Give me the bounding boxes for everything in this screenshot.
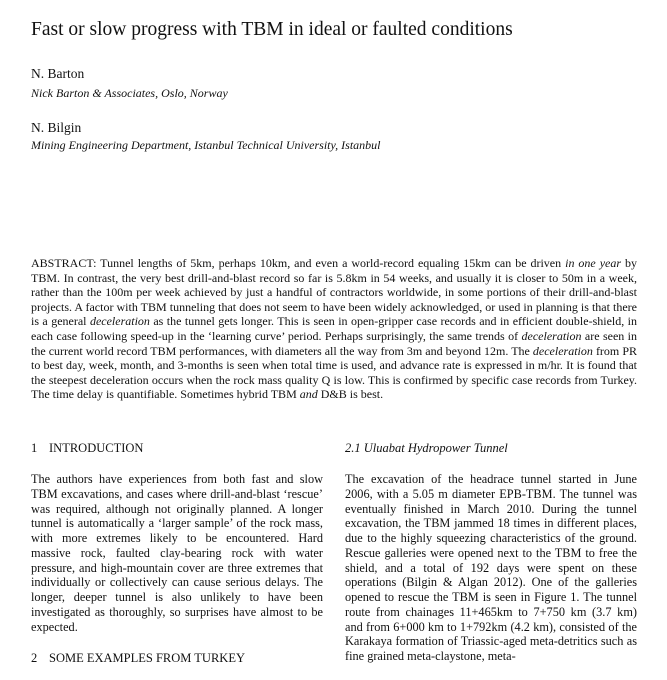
section-heading-introduction xyxy=(31,440,323,456)
author-affiliation: Nick Barton & Associates, Oslo, Norway xyxy=(31,86,228,100)
section-number: 2 xyxy=(31,651,38,666)
author-name: N. Barton xyxy=(31,66,85,81)
paper-title: Fast or slow progress with TBM in ideal or faulted conditions xyxy=(31,19,513,40)
abstract xyxy=(31,256,637,402)
abstract-text: by TBM. In contrast, the very best drill-and-blast record so far is 5.8km in 54 weeks, and usually it is closer to 50m in a week, rather than the 100m per week achieved by just a handful of contractors worldwide, in some portions of their drill-and-blast projects. A factor with TBM tunneling that does not seem to have been widely acknowledged, or used in planning is that there is a general xyxy=(31,256,637,329)
abstract-emphasis: deceleration xyxy=(89,314,150,329)
abstract-text: as the tunnel gets longer. This is seen in open-gripper case records and in efficient double-shield, in each case following speed-up in the ‘learning curve’ period. Perhaps surprisingly, the same trends of xyxy=(31,314,637,343)
author-name: N. Bilgin xyxy=(31,120,82,135)
abstract-emphasis: in one year xyxy=(565,256,622,270)
author-affiliation: Mining Engineering Department, Istanbul Technical University, Istanbul xyxy=(31,138,381,152)
abstract-emphasis: deceleration xyxy=(532,343,593,358)
abstract-emphasis: and xyxy=(299,387,318,402)
right-column xyxy=(345,440,637,664)
introduction-paragraph: The authors have experiences from both fast and slow TBM excavations, and cases where drill-and-blast ‘rescue’ was required, although not originally planned. A longer tunnel is automatically a ‘larger sample’ of the rock mass, with more extremes likely to be encountered. Hard massive rock, faulted clay-bearing rock with water pressure, and high-mountain cover are three extremes that individually or collectively can cause serious delays. The longer, deeper tunnel is also unlikely to have been investigated as thoroughly, so surprises have almost to be expected. xyxy=(31,472,323,634)
abstract-text: ABSTRACT: Tunnel lengths of 5km, perhaps 10km, and even a world-record equaling 15km can be driven xyxy=(31,256,566,270)
subsection-heading-uluabat: 2.1 Uluabat Hydropower Tunnel xyxy=(345,441,508,455)
left-column xyxy=(31,440,323,666)
abstract-text: are seen in the current world record TBM performances, with diameters all the way from 3m and beyond 12m. The xyxy=(31,328,638,358)
abstract-text: D&B is best. xyxy=(317,387,384,402)
abstract-text: from PR to best day, week, month, and 3-months is seen when total time is used, and advance rate is expressed in m/hr. It is found that the steepest deceleration occurs when the rock mass quality Q is low. This is confirmed by specific case records from Turkey. The time delay is quantifiable. Sometimes hybrid TBM xyxy=(31,343,637,402)
section-heading-examples xyxy=(31,650,323,666)
uluabat-paragraph: The excavation of the headrace tunnel started in June 2006, with a 5.05 m diameter EPB-TBM. The tunnel was eventually finished in March 2010. During the tunnel excavation, the TBM jammed 18 times in different places, due to the highly squeezing characteristics of the ground. Rescue galleries were opened next to the TBM to free the shield, and a total of 192 days were spent on these operations (Bilgin & Algan 2012). One of the galleries opened to rescue the TBM is seen in Figure 1. The tunnel route from chainages 11+465km to 7+750 km (3.7 km) and from 6+000 km to 1+792km (4.2 km), consisted of the Karakaya formation of Triassic-aged meta-detritics such as fine grained meta-claystone, meta- xyxy=(345,472,637,663)
section-title: SOME EXAMPLES FROM TURKEY xyxy=(49,651,245,666)
section-number: 1 xyxy=(31,441,38,455)
section-title: INTRODUCTION xyxy=(49,441,144,455)
abstract-emphasis: deceleration xyxy=(521,328,582,343)
